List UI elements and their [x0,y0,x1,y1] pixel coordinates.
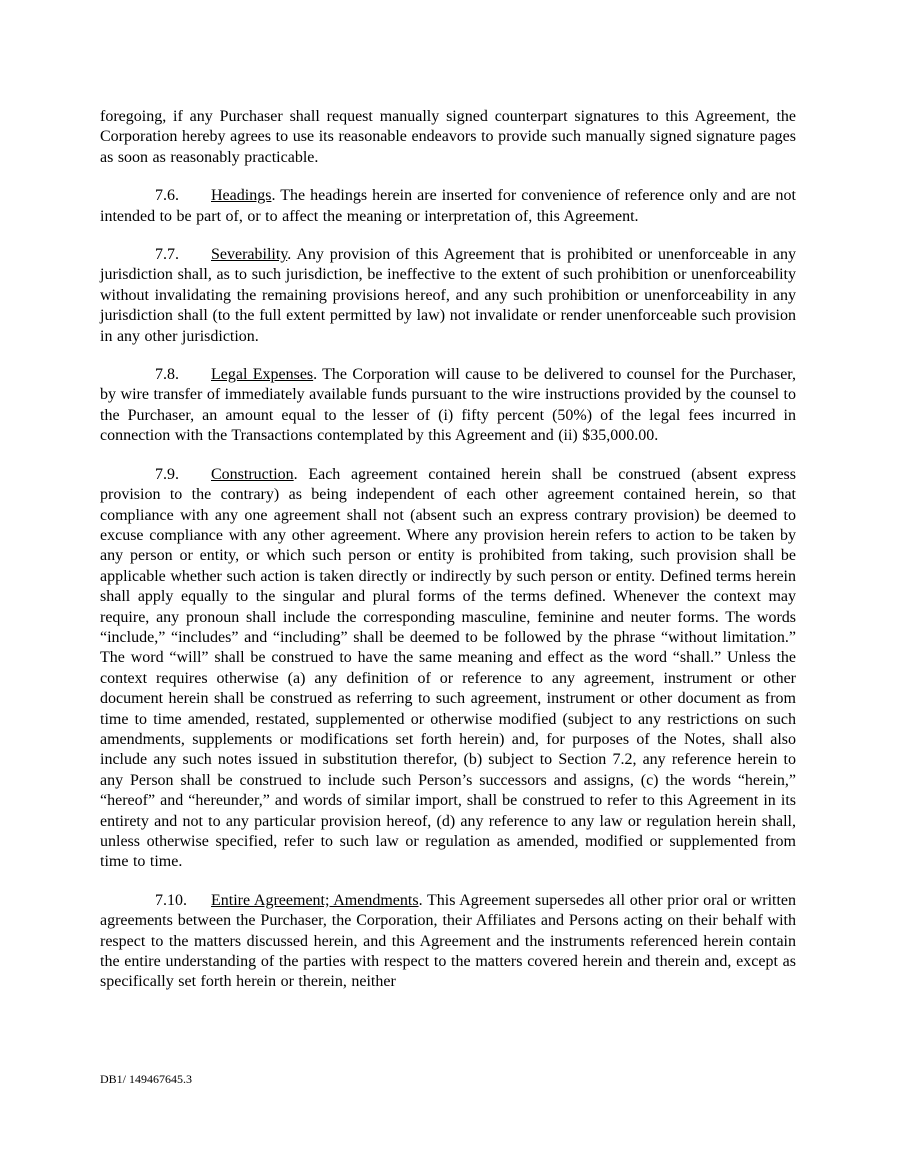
section-body: . The Corporation will cause to be delivered to counsel for the Purchaser, by wire transfer of immediately available funds pursuant to the wire instructions provided by the counsel to the Purchaser, an amount equal to the lesser of (i) fifty percent (50%) of the legal fees incurred in connection with the Transactions contemplated by this Agreement and (ii) $35,000.00. [100,366,796,445]
section-7-6 [100,186,796,227]
section-title: Construction [211,465,294,483]
section-number: 7.9. [155,465,179,483]
footer-document-id: DB1/ 149467645.3 [100,1072,193,1086]
section-body: . Each agreement contained herein shall be construed (absent express provision to the contrary) as being independent of each other agreement contained herein, so that compliance with any one agreement shall not (absent such an express contrary provision) be deemed to excuse compliance with any other agreement. Where any provision herein refers to action to be taken by any person or entity, or which such person or entity is prohibited from taking, such provision shall be applicable whether such action is taken directly or indirectly by such person or entity. Defined terms herein shall apply equally to the singular and plural forms of the terms defined. Whenever the context may require, any pronoun shall include the corresponding masculine, feminine and neuter forms. The words “include,” “includes” and “including” shall be deemed to be followed by the phrase “without limitation.” The word “will” shall be construed to have the same meaning and effect as the word “shall.” Unless the context requires otherwise (a) any definition of or reference to any agreement, instrument or other document herein shall be construed as referring to such agreement, instrument or other document as from time to time amended, restated, supplemented or otherwise modified (subject to any restrictions on such amendments, supplements or modifications set forth herein) and, for purposes of the Notes, shall also include any such notes issued in substitution therefor, (b) subject to Section 7.2, any reference herein to any Person shall be construed to include such Person’s successors and assigns, (c) the words “herein,” “hereof” and “hereunder,” and words of similar import, shall be construed to refer to this Agreement in its entirety and not to any particular provision hereof, (d) any reference to any law or regulation herein shall, unless otherwise specified, refer to such law or regulation as amended, modified or supplemented from time to time. [100,465,796,871]
continuation-paragraph: foregoing, if any Purchaser shall request manually signed counterpart signatures to this Agreement, the Corporation hereby agrees to use its reasonable endeavors to provide such manually signed signature pages as soon as reasonably practicable. [100,108,796,166]
section-7-9 [100,465,796,873]
section-title: Entire Agreement; Amendments [211,891,419,909]
section-title: Headings [211,187,272,205]
section-number: 7.10. [155,891,187,909]
section-title: Legal Expenses [211,366,314,384]
section-body: . Any provision of this Agreement that is prohibited or unenforceable in any jurisdiction shall, as to such jurisdiction, be ineffective to the extent of such prohibition or unenforceability without invalidating the remaining provisions hereof, and any such prohibition or unenforceability in any jurisdiction shall (to the full extent permitted by law) not invalidate or render unenforceable such provision in any other jurisdiction. [100,246,796,345]
section-7-10 [100,891,796,993]
section-title: Severability [211,246,288,264]
section-body: . This Agreement supersedes all other prior oral or written agreements between the Purchaser, the Corporation, their Affiliates and Persons acting on their behalf with respect to the matters discussed herein, and this Agreement and the instruments referenced herein contain the entire understanding of the parties with respect to the matters covered herein and therein and, except as specifically set forth herein or therein, neither [100,891,797,991]
section-number: 7.7. [155,246,179,264]
section-body: . The headings herein are inserted for convenience of reference only and are not intended to be part of, or to affect the meaning or interpretation of, this Agreement. [100,187,796,225]
section-number: 7.6. [155,187,179,205]
section-7-7 [100,245,796,347]
section-7-8 [100,365,796,447]
section-number: 7.8. [155,366,179,384]
